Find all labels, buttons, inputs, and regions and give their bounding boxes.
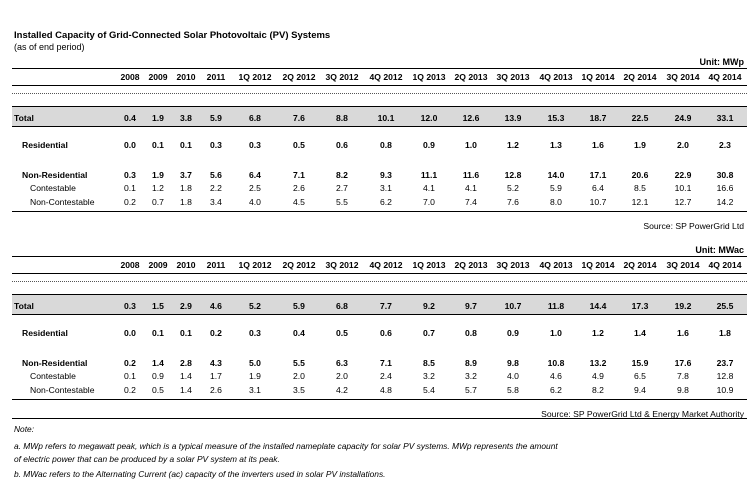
table-cell: 7.6 bbox=[293, 113, 305, 123]
table-cell: 5.9 bbox=[550, 183, 562, 193]
notes-rule-top bbox=[12, 418, 747, 419]
table-cell: 0.3 bbox=[124, 170, 136, 180]
table-cell: 0.7 bbox=[423, 328, 435, 338]
unit-label: Unit: MWac bbox=[695, 245, 744, 255]
table-cell: 12.6 bbox=[462, 113, 480, 123]
table-cell: 18.7 bbox=[589, 113, 607, 123]
table-cell: 1.2 bbox=[507, 140, 519, 150]
table-cell: 4.9 bbox=[592, 371, 604, 381]
row-label-total: Total bbox=[14, 113, 34, 123]
column-header: 3Q 2013 bbox=[496, 260, 530, 270]
table-cell: 0.1 bbox=[152, 140, 164, 150]
table-cell: 15.3 bbox=[547, 113, 565, 123]
table-cell: 5.5 bbox=[336, 197, 348, 207]
note-a-line1: a. MWp refers to megawatt peak, which is a typical measure of the installed nameplate capacity for solar PV systems. MWp represents the amount bbox=[14, 441, 558, 451]
table-cell: 7.8 bbox=[677, 371, 689, 381]
table-cell: 8.8 bbox=[336, 113, 348, 123]
table-cell: 5.9 bbox=[293, 301, 305, 311]
table-cell: 13.2 bbox=[589, 358, 607, 368]
notes-heading: Note: bbox=[14, 424, 35, 434]
table-cell: 0.2 bbox=[124, 358, 136, 368]
column-header: 2008 bbox=[120, 72, 140, 82]
table-cell: 12.8 bbox=[504, 170, 522, 180]
table-cell: 3.2 bbox=[423, 371, 435, 381]
total-rule-bottom bbox=[12, 126, 747, 127]
table-cell: 7.6 bbox=[507, 197, 519, 207]
table-cell: 9.8 bbox=[507, 358, 519, 368]
row-label-non-contestable: Non-Contestable bbox=[30, 385, 95, 395]
table-cell: 12.8 bbox=[716, 371, 734, 381]
table-cell: 6.2 bbox=[550, 385, 562, 395]
table-cell: 1.4 bbox=[180, 385, 192, 395]
table-cell: 12.7 bbox=[674, 197, 692, 207]
table-cell: 23.7 bbox=[716, 358, 734, 368]
table-cell: 2.3 bbox=[719, 140, 731, 150]
table-cell: 0.2 bbox=[124, 197, 136, 207]
note-b: b. MWac refers to the Alternating Current (ac) capacity of the inverters used in solar PV installations. bbox=[14, 469, 386, 479]
table-cell: 0.3 bbox=[249, 140, 261, 150]
table-cell: 1.7 bbox=[210, 371, 222, 381]
table-cell: 12.0 bbox=[420, 113, 438, 123]
column-header: 1Q 2013 bbox=[412, 72, 446, 82]
table-cell: 33.1 bbox=[716, 113, 734, 123]
table-cell: 9.4 bbox=[634, 385, 646, 395]
column-header: 1Q 2014 bbox=[581, 72, 615, 82]
column-header: 2010 bbox=[176, 260, 196, 270]
table-cell: 3.7 bbox=[180, 170, 192, 180]
table-cell: 0.7 bbox=[152, 197, 164, 207]
table-cell: 11.8 bbox=[547, 301, 565, 311]
source-label: Source: SP PowerGrid Ltd & Energy Market Authority bbox=[541, 409, 744, 419]
source-label: Source: SP PowerGrid Ltd bbox=[643, 221, 744, 231]
table-cell: 0.8 bbox=[380, 140, 392, 150]
table-cell: 5.2 bbox=[249, 301, 261, 311]
column-header: 3Q 2012 bbox=[325, 72, 359, 82]
table-cell: 4.0 bbox=[249, 197, 261, 207]
table-cell: 5.8 bbox=[507, 385, 519, 395]
table-cell: 5.2 bbox=[507, 183, 519, 193]
table-cell: 1.4 bbox=[152, 358, 164, 368]
table-cell: 5.6 bbox=[210, 170, 222, 180]
row-label-non-residential: Non-Residential bbox=[22, 170, 88, 180]
table-cell: 0.6 bbox=[380, 328, 392, 338]
header-rule-top bbox=[12, 256, 747, 257]
row-label-total: Total bbox=[14, 301, 34, 311]
column-header: 2Q 2013 bbox=[454, 260, 488, 270]
table-cell: 0.9 bbox=[423, 140, 435, 150]
table-cell: 1.8 bbox=[180, 183, 192, 193]
table-cell: 5.5 bbox=[293, 358, 305, 368]
table-cell: 16.6 bbox=[716, 183, 734, 193]
table-cell: 13.9 bbox=[504, 113, 522, 123]
table-cell: 8.9 bbox=[465, 358, 477, 368]
total-rule-top bbox=[12, 294, 747, 295]
table-cell: 2.9 bbox=[180, 301, 192, 311]
table-cell: 1.8 bbox=[719, 328, 731, 338]
table-cell: 2.6 bbox=[210, 385, 222, 395]
table-cell: 6.8 bbox=[336, 301, 348, 311]
table-cell: 9.2 bbox=[423, 301, 435, 311]
page-subtitle: (as of end period) bbox=[14, 42, 85, 52]
table-cell: 4.3 bbox=[210, 358, 222, 368]
table-cell: 5.9 bbox=[210, 113, 222, 123]
table-cell: 0.1 bbox=[152, 328, 164, 338]
column-header: 2Q 2013 bbox=[454, 72, 488, 82]
table-cell: 5.7 bbox=[465, 385, 477, 395]
table-cell: 5.4 bbox=[423, 385, 435, 395]
table-cell: 4.6 bbox=[210, 301, 222, 311]
table-rule-bottom bbox=[12, 211, 747, 212]
column-header: 2009 bbox=[148, 72, 168, 82]
table-cell: 10.9 bbox=[716, 385, 734, 395]
table-cell: 15.9 bbox=[631, 358, 649, 368]
table-cell: 0.0 bbox=[124, 140, 136, 150]
table-cell: 3.2 bbox=[465, 371, 477, 381]
row-label-non-residential: Non-Residential bbox=[22, 358, 88, 368]
table-cell: 1.6 bbox=[677, 328, 689, 338]
table-cell: 4.8 bbox=[380, 385, 392, 395]
table-cell: 22.5 bbox=[631, 113, 649, 123]
table-cell: 0.1 bbox=[124, 371, 136, 381]
table-cell: 8.0 bbox=[550, 197, 562, 207]
table-cell: 4.6 bbox=[550, 371, 562, 381]
table-cell: 4.0 bbox=[507, 371, 519, 381]
table-cell: 6.3 bbox=[336, 358, 348, 368]
table-cell: 0.1 bbox=[180, 328, 192, 338]
table-cell: 0.4 bbox=[124, 113, 136, 123]
table-cell: 1.9 bbox=[249, 371, 261, 381]
column-header: 1Q 2012 bbox=[238, 260, 272, 270]
row-label-contestable: Contestable bbox=[30, 183, 76, 193]
table-cell: 2.4 bbox=[380, 371, 392, 381]
table-cell: 0.3 bbox=[124, 301, 136, 311]
note-a-line2: of electric power that can be produced by a solar PV system at its peak. bbox=[14, 454, 280, 464]
column-header: 2011 bbox=[206, 260, 226, 270]
table-cell: 7.1 bbox=[293, 170, 305, 180]
column-header: 2010 bbox=[176, 72, 196, 82]
table-cell: 7.1 bbox=[380, 358, 392, 368]
table-cell: 30.8 bbox=[716, 170, 734, 180]
table-cell: 0.1 bbox=[124, 183, 136, 193]
table-cell: 0.3 bbox=[249, 328, 261, 338]
table-cell: 7.7 bbox=[380, 301, 392, 311]
row-label-contestable: Contestable bbox=[30, 371, 76, 381]
table-cell: 5.0 bbox=[249, 358, 261, 368]
column-header: 4Q 2014 bbox=[708, 260, 742, 270]
table-cell: 2.0 bbox=[677, 140, 689, 150]
table-cell: 3.1 bbox=[380, 183, 392, 193]
table-cell: 20.6 bbox=[631, 170, 649, 180]
table-cell: 0.6 bbox=[336, 140, 348, 150]
table-cell: 2.6 bbox=[293, 183, 305, 193]
table-cell: 1.0 bbox=[465, 140, 477, 150]
column-header: 4Q 2012 bbox=[369, 260, 403, 270]
table-cell: 1.2 bbox=[592, 328, 604, 338]
table-cell: 2.7 bbox=[336, 183, 348, 193]
table-cell: 25.5 bbox=[716, 301, 734, 311]
table-cell: 1.5 bbox=[152, 301, 164, 311]
table-cell: 3.1 bbox=[249, 385, 261, 395]
table-cell: 11.6 bbox=[462, 170, 480, 180]
column-header: 1Q 2014 bbox=[581, 260, 615, 270]
total-rule-bottom bbox=[12, 314, 747, 315]
column-header: 3Q 2014 bbox=[666, 260, 700, 270]
table-cell: 1.9 bbox=[152, 113, 164, 123]
table-cell: 8.5 bbox=[423, 358, 435, 368]
table-cell: 0.2 bbox=[210, 328, 222, 338]
table-cell: 2.8 bbox=[180, 358, 192, 368]
table-cell: 6.5 bbox=[634, 371, 646, 381]
column-header: 1Q 2012 bbox=[238, 72, 272, 82]
table-cell: 8.5 bbox=[634, 183, 646, 193]
table-cell: 9.3 bbox=[380, 170, 392, 180]
table-cell: 22.9 bbox=[674, 170, 692, 180]
unit-label: Unit: MWp bbox=[699, 57, 744, 67]
table-cell: 1.2 bbox=[152, 183, 164, 193]
table-cell: 1.3 bbox=[550, 140, 562, 150]
column-header: 4Q 2014 bbox=[708, 72, 742, 82]
table-cell: 10.7 bbox=[589, 197, 607, 207]
table-cell: 10.7 bbox=[504, 301, 522, 311]
table-cell: 10.8 bbox=[547, 358, 565, 368]
table-cell: 17.3 bbox=[631, 301, 649, 311]
column-header: 2011 bbox=[206, 72, 226, 82]
column-header: 3Q 2014 bbox=[666, 72, 700, 82]
table-cell: 19.2 bbox=[674, 301, 692, 311]
table-cell: 2.2 bbox=[210, 183, 222, 193]
table-cell: 1.6 bbox=[592, 140, 604, 150]
table-cell: 0.9 bbox=[152, 371, 164, 381]
row-label-non-contestable: Non-Contestable bbox=[30, 197, 95, 207]
column-header: 3Q 2012 bbox=[325, 260, 359, 270]
table-cell: 0.5 bbox=[152, 385, 164, 395]
header-rule-top bbox=[12, 68, 747, 69]
column-header: 3Q 2013 bbox=[496, 72, 530, 82]
column-header: 2Q 2012 bbox=[282, 72, 316, 82]
table-cell: 0.1 bbox=[180, 140, 192, 150]
table-cell: 24.9 bbox=[674, 113, 692, 123]
table-cell: 1.0 bbox=[550, 328, 562, 338]
table-cell: 4.5 bbox=[293, 197, 305, 207]
column-header: 1Q 2013 bbox=[412, 260, 446, 270]
column-header: 4Q 2012 bbox=[369, 72, 403, 82]
row-label-residential: Residential bbox=[22, 328, 68, 338]
table-cell: 8.2 bbox=[592, 385, 604, 395]
spacer-rule bbox=[12, 93, 747, 94]
table-cell: 0.8 bbox=[465, 328, 477, 338]
table-cell: 2.0 bbox=[293, 371, 305, 381]
table-cell: 11.1 bbox=[420, 170, 438, 180]
column-header: 2009 bbox=[148, 260, 168, 270]
table-rule-bottom bbox=[12, 399, 747, 400]
table-cell: 0.9 bbox=[507, 328, 519, 338]
page-title: Installed Capacity of Grid-Connected Solar Photovoltaic (PV) Systems bbox=[14, 30, 331, 41]
table-cell: 1.4 bbox=[180, 371, 192, 381]
table-cell: 14.4 bbox=[589, 301, 607, 311]
table-cell: 0.5 bbox=[293, 140, 305, 150]
table-cell: 3.4 bbox=[210, 197, 222, 207]
table-cell: 17.1 bbox=[589, 170, 607, 180]
table-cell: 14.0 bbox=[547, 170, 565, 180]
column-header: 2Q 2014 bbox=[623, 260, 657, 270]
table-cell: 9.8 bbox=[677, 385, 689, 395]
header-rule-bottom bbox=[12, 273, 747, 274]
table-cell: 1.8 bbox=[180, 197, 192, 207]
table-cell: 0.0 bbox=[124, 328, 136, 338]
table-cell: 17.6 bbox=[674, 358, 692, 368]
column-header: 4Q 2013 bbox=[539, 260, 573, 270]
table-cell: 3.5 bbox=[293, 385, 305, 395]
table-cell: 2.5 bbox=[249, 183, 261, 193]
table-cell: 10.1 bbox=[377, 113, 395, 123]
total-rule-top bbox=[12, 106, 747, 107]
table-cell: 12.1 bbox=[631, 197, 649, 207]
table-cell: 6.4 bbox=[249, 170, 261, 180]
table-cell: 7.4 bbox=[465, 197, 477, 207]
row-label-residential: Residential bbox=[22, 140, 68, 150]
column-header: 4Q 2013 bbox=[539, 72, 573, 82]
table-cell: 6.8 bbox=[249, 113, 261, 123]
column-header: 2Q 2014 bbox=[623, 72, 657, 82]
table-cell: 0.3 bbox=[210, 140, 222, 150]
table-cell: 2.0 bbox=[336, 371, 348, 381]
table-cell: 0.2 bbox=[124, 385, 136, 395]
table-cell: 10.1 bbox=[674, 183, 692, 193]
spacer-rule bbox=[12, 281, 747, 282]
table-cell: 3.8 bbox=[180, 113, 192, 123]
table-cell: 1.9 bbox=[634, 140, 646, 150]
table-cell: 6.4 bbox=[592, 183, 604, 193]
column-header: 2Q 2012 bbox=[282, 260, 316, 270]
table-cell: 4.1 bbox=[423, 183, 435, 193]
table-cell: 7.0 bbox=[423, 197, 435, 207]
column-header: 2008 bbox=[120, 260, 140, 270]
table-cell: 4.1 bbox=[465, 183, 477, 193]
table-cell: 9.7 bbox=[465, 301, 477, 311]
table-cell: 0.5 bbox=[336, 328, 348, 338]
header-rule-bottom bbox=[12, 85, 747, 86]
table-cell: 0.4 bbox=[293, 328, 305, 338]
table-cell: 1.4 bbox=[634, 328, 646, 338]
table-cell: 6.2 bbox=[380, 197, 392, 207]
table-cell: 8.2 bbox=[336, 170, 348, 180]
table-cell: 1.9 bbox=[152, 170, 164, 180]
table-cell: 14.2 bbox=[716, 197, 734, 207]
table-cell: 4.2 bbox=[336, 385, 348, 395]
